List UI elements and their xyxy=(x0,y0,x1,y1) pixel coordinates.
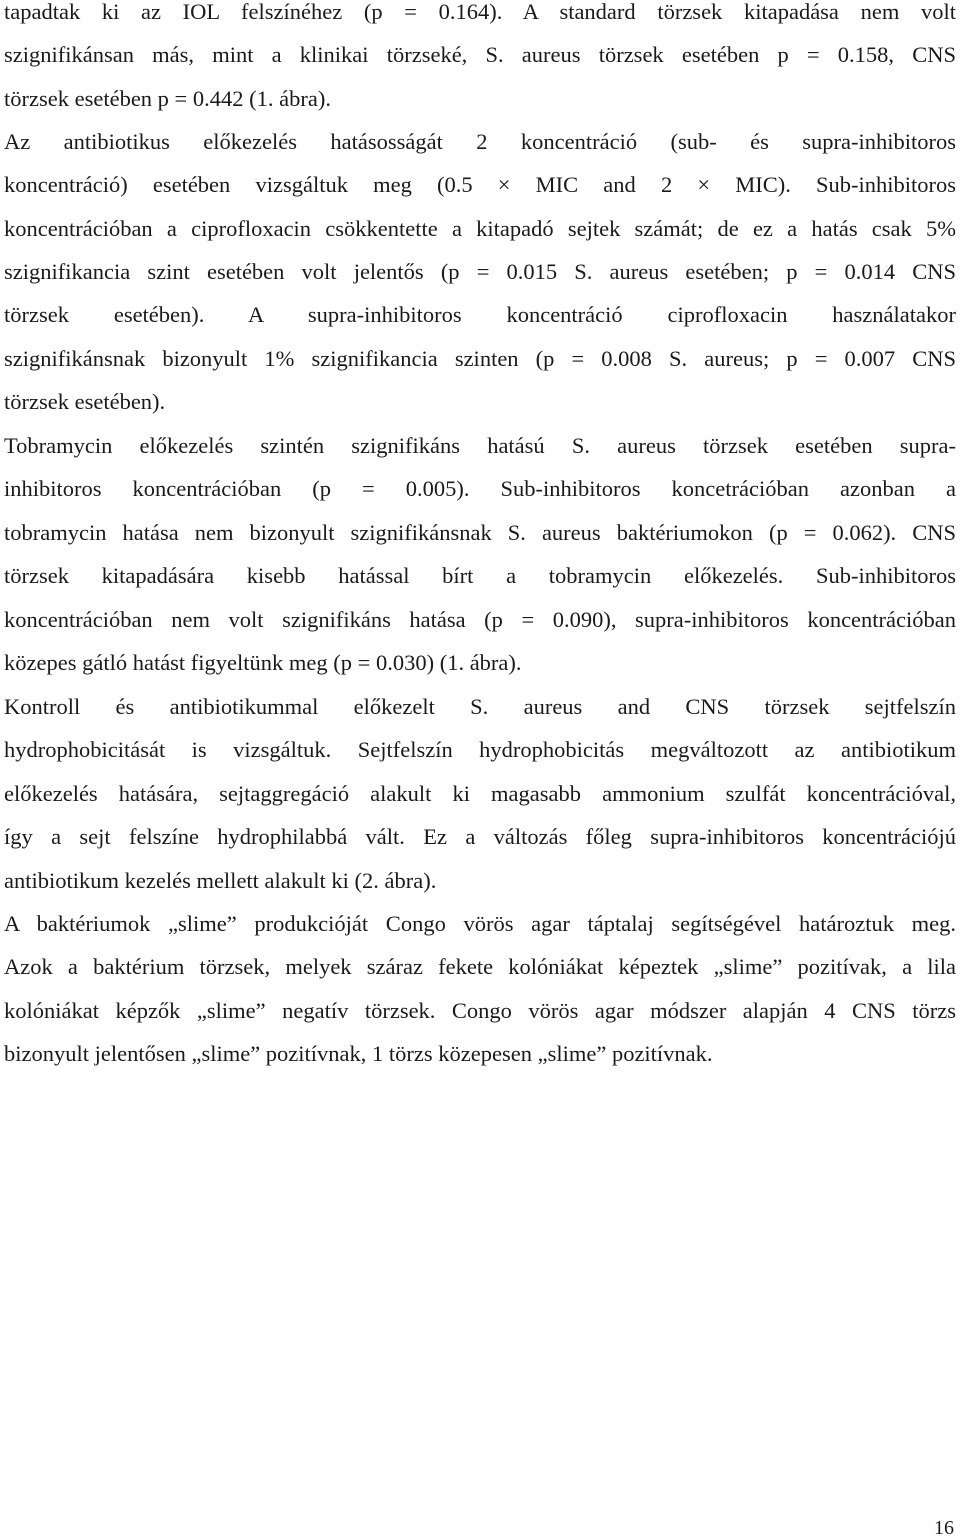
text-line: szignifikánsan más, mint a klinikai törzseké, S. aureus törzsek esetében p = 0.158, CNS xyxy=(4,42,956,67)
text-line: szignifikánsnak bizonyult 1% szignifikancia szinten (p = 0.008 S. aureus; p = 0.007 CNS xyxy=(4,346,956,371)
text-line: koncentrációban a ciprofloxacin csökkentette a kitapadó sejtek számát; de ez a hatás csak 5% xyxy=(4,216,956,241)
text-line: tobramycin hatása nem bizonyult szignifikánsnak S. aureus baktériumokon (p = 0.062). CNS xyxy=(4,520,956,545)
text-line: törzsek esetében). A supra-inhibitoros koncentráció ciprofloxacin használatakor xyxy=(4,302,956,327)
text-line: Tobramycin előkezelés szintén szignifikáns hatású S. aureus törzsek esetében supra- xyxy=(4,433,956,458)
text-line: törzsek esetében). xyxy=(4,389,166,414)
text-line: antibiotikum kezelés mellett alakult ki (2. ábra). xyxy=(4,868,437,893)
text-line: hydrophobicitását is vizsgáltuk. Sejtfelszín hydrophobicitás megváltozott az antibiotikum xyxy=(4,737,956,762)
text-line: bizonyult jelentősen „slime” pozitívnak, 1 törzs közepesen „slime” pozitívnak. xyxy=(4,1041,713,1066)
text-line: tapadtak ki az IOL felszínéhez (p = 0.164). A standard törzsek kitapadása nem volt xyxy=(4,0,956,24)
text-line: Az antibiotikus előkezelés hatásosságát 2 koncentráció (sub- és supra-inhibitoros xyxy=(4,129,956,154)
text-line: így a sejt felszíne hydrophilabbá vált. Ez a változás főleg supra-inhibitoros koncentrációjú xyxy=(4,824,956,849)
text-line: koncentrációban nem volt szignifikáns hatása (p = 0.090), supra-inhibitoros koncentrációban xyxy=(4,607,956,632)
text-line: Kontroll és antibiotikummal előkezelt S. aureus and CNS törzsek sejtfelszín xyxy=(4,694,956,719)
text-line: törzsek esetében p = 0.442 (1. ábra). xyxy=(4,86,331,111)
text-line: A baktériumok „slime” produkcióját Congo vörös agar táptalaj segítségével határoztuk meg. xyxy=(4,911,956,936)
text-line: Azok a baktérium törzsek, melyek száraz fekete kolóniákat képeztek „slime” pozitívak, a lila xyxy=(4,954,956,979)
text-line: szignifikancia szint esetében volt jelentős (p = 0.015 S. aureus esetében; p = 0.014 CNS xyxy=(4,259,956,284)
text-line: előkezelés hatására, sejtaggregáció alakult ki magasabb ammonium szulfát koncentrációval, xyxy=(4,781,956,806)
text-line: inhibitoros koncentrációban (p = 0.005). Sub-inhibitoros koncetrációban azonban a xyxy=(4,476,956,501)
text-line: közepes gátló hatást figyeltünk meg (p = 0.030) (1. ábra). xyxy=(4,650,522,675)
text-line: kolóniákat képzők „slime” negatív törzsek. Congo vörös agar módszer alapján 4 CNS törzs xyxy=(4,998,956,1023)
text-line: törzsek kitapadására kisebb hatással bírt a tobramycin előkezelés. Sub-inhibitoros xyxy=(4,563,956,588)
text-line: koncentráció) esetében vizsgáltuk meg (0.5 × MIC and 2 × MIC). Sub-inhibitoros xyxy=(4,172,956,197)
page-number: 16 xyxy=(934,1517,954,1539)
